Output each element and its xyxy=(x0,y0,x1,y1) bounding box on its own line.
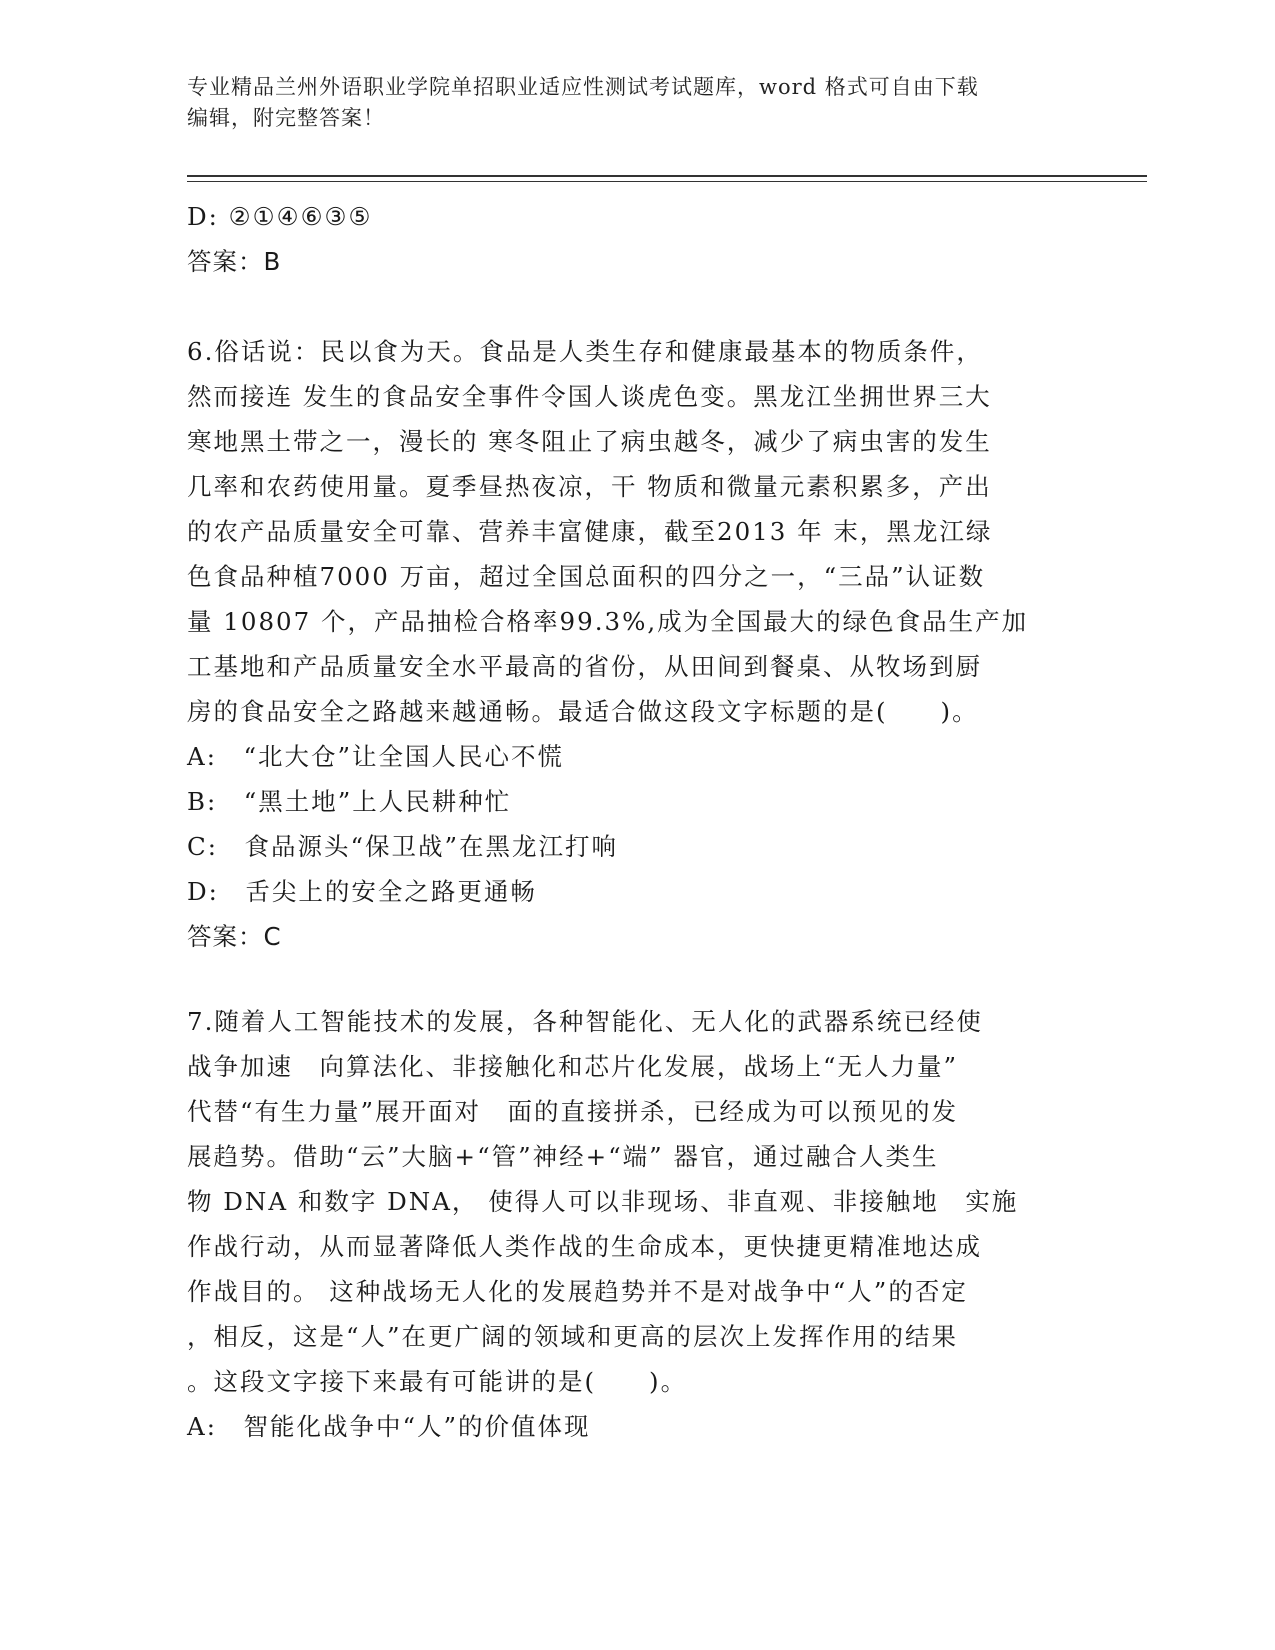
question-7-option-a: A: 智能化战争中“人”的价值体现 xyxy=(187,1412,591,1441)
q5-answer: 答案：B xyxy=(187,247,282,276)
question-7-line: 。这段文字接下来最有可能讲的是( )。 xyxy=(187,1367,688,1396)
question-7-line: 战争加速 向算法化、非接触化和芯片化发展，战场上“无人力量” xyxy=(187,1052,959,1081)
question-7-line: 物 DNA 和数字 DNA， 使得人可以非现场、非直观、非接触地 实施 xyxy=(187,1187,1019,1216)
question-6-line: 几率和农药使用量。夏季昼热夜凉，干 物质和微量元素积累多，产出 xyxy=(187,472,992,501)
question-6-line: 寒地黑土带之一，漫长的 寒冬阻止了病虫越冬，减少了病虫害的发生 xyxy=(187,427,992,456)
question-6-line: 工基地和产品质量安全水平最高的省份，从田间到餐桌、从牧场到厨 xyxy=(187,652,982,681)
question-6-option-c: C: 食品源头“保卫战”在黑龙江打响 xyxy=(187,832,619,861)
question-7 xyxy=(187,999,1067,1449)
document-body xyxy=(187,194,1067,1449)
question-7-line: 7.随着人工智能技术的发展，各种智能化、无人化的武器系统已经使 xyxy=(187,1007,983,1036)
question-7-line: 展趋势。借助“云”大脑+“管”神经+“端” 器官，通过融合人类生 xyxy=(187,1142,939,1171)
question-6-line: 色食品种植7000 万亩，超过全国总面积的四分之一，“三品”认证数 xyxy=(187,562,986,591)
q5-option-d: D: ②①④⑥③⑤ xyxy=(187,202,373,231)
question-6-line: 的农产品质量安全可靠、营养丰富健康，截至2013 年 末，黑龙江绿 xyxy=(187,517,993,546)
question-7-line: 作战行动，从而显著降低人类作战的生命成本，更快捷更精准地达成 xyxy=(187,1232,982,1261)
question-6-line: 房的食品安全之路越来越通畅。最适合做这段文字标题的是( )。 xyxy=(187,697,979,726)
spacer xyxy=(187,959,1067,999)
header-divider-thick xyxy=(187,175,1147,177)
header-divider-thin xyxy=(187,181,1147,182)
question-6-line: 然而接连 发生的食品安全事件令国人谈虎色变。黑龙江坐拥世界三大 xyxy=(187,382,992,411)
question-7-line: ，相反，这是“人”在更广阔的领域和更高的层次上发挥作用的结果 xyxy=(187,1322,959,1351)
question-6-answer: 答案：C xyxy=(187,922,282,951)
header-line-1: 专业精品兰州外语职业学院单招职业适应性测试考试题库，word 格式可自由下载 xyxy=(187,75,979,99)
header-line-2: 编辑，附完整答案！ xyxy=(187,106,385,130)
spacer xyxy=(187,284,1067,329)
question-7-line: 代替“有生力量”展开面对 面的直接拼杀，已经成为可以预见的发 xyxy=(187,1097,959,1126)
question-6-line: 量 10807 个，产品抽检合格率99.3%,成为全国最大的绿色食品生产加 xyxy=(187,607,1029,636)
question-6 xyxy=(187,329,1067,959)
page-header xyxy=(187,72,1067,134)
question-7-line: 作战目的。 这种战场无人化的发展趋势并不是对战争中“人”的否定 xyxy=(187,1277,968,1306)
question-6-option-a: A: “北大仓”让全国人民心不慌 xyxy=(187,742,564,771)
question-6-option-b: B: “黑土地”上人民耕种忙 xyxy=(187,787,512,816)
question-6-option-d: D: 舌尖上的安全之路更通畅 xyxy=(187,877,537,906)
question-6-line: 6.俗话说：民以食为天。食品是人类生存和健康最基本的物质条件， xyxy=(187,337,983,366)
